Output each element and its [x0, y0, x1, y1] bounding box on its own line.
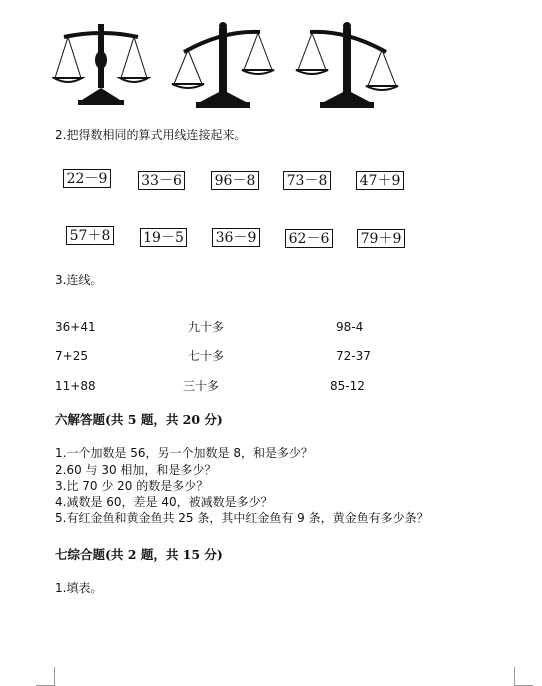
question-item: 3.比 70 少 20 的数是多少？ — [55, 479, 209, 493]
connect-item-right[interactable]: 72-37 — [336, 349, 371, 363]
connect-item-left[interactable]: 36+41 — [55, 320, 96, 334]
expression-box[interactable]: 79＋9 — [357, 229, 405, 248]
connect-item-right[interactable]: 85-12 — [330, 379, 365, 393]
part-7-heading: 七综合题(共 2 题，共 15 分) — [55, 547, 223, 562]
expression-box[interactable]: 19－5 — [140, 228, 187, 247]
part-6-heading: 六解答题(共 5 题，共 20 分) — [55, 412, 223, 427]
expression-box[interactable]: 73－8 — [283, 171, 331, 190]
expression-box[interactable]: 33－6 — [138, 171, 185, 190]
crop-mark — [514, 667, 533, 686]
expression-box[interactable]: 62－6 — [285, 229, 333, 248]
question-item: 5.有红金鱼和黄金鱼共 25 条，其中红金鱼有 9 条，黄金鱼有多少条？ — [55, 511, 429, 525]
connect-item-middle[interactable]: 七十多 — [188, 349, 225, 363]
section-2-title: 2.把得数相同的算式用线连接起来。 — [55, 128, 247, 142]
question-item: 2.60 与 30 相加，和是多少？ — [55, 463, 217, 477]
crop-mark — [36, 667, 55, 686]
balance-scale-icon — [54, 24, 148, 105]
expression-box[interactable]: 57＋8 — [66, 226, 114, 245]
question-item: 1.一个加数是 56，另一个加数是 8，和是多少？ — [55, 446, 313, 460]
balance-scales-illustration — [52, 20, 412, 112]
connect-item-left[interactable]: 7+25 — [55, 349, 88, 363]
expression-box[interactable]: 96－8 — [211, 171, 259, 190]
connect-item-middle[interactable]: 九十多 — [188, 320, 225, 334]
expression-box[interactable]: 47＋9 — [356, 171, 404, 190]
question-item: 1.填表。 — [55, 581, 103, 595]
balance-scale-icon — [296, 22, 398, 108]
connect-item-right[interactable]: 98-4 — [336, 320, 364, 334]
connect-item-middle[interactable]: 三十多 — [183, 379, 220, 393]
expression-box[interactable]: 22－9 — [63, 169, 111, 188]
balance-scale-icon — [172, 22, 274, 108]
question-item: 4.减数是 60，差是 40，被减数是多少？ — [55, 495, 273, 509]
section-3-title: 3.连线。 — [55, 273, 103, 287]
connect-item-left[interactable]: 11+88 — [55, 379, 96, 393]
expression-box[interactable]: 36－9 — [212, 228, 260, 247]
